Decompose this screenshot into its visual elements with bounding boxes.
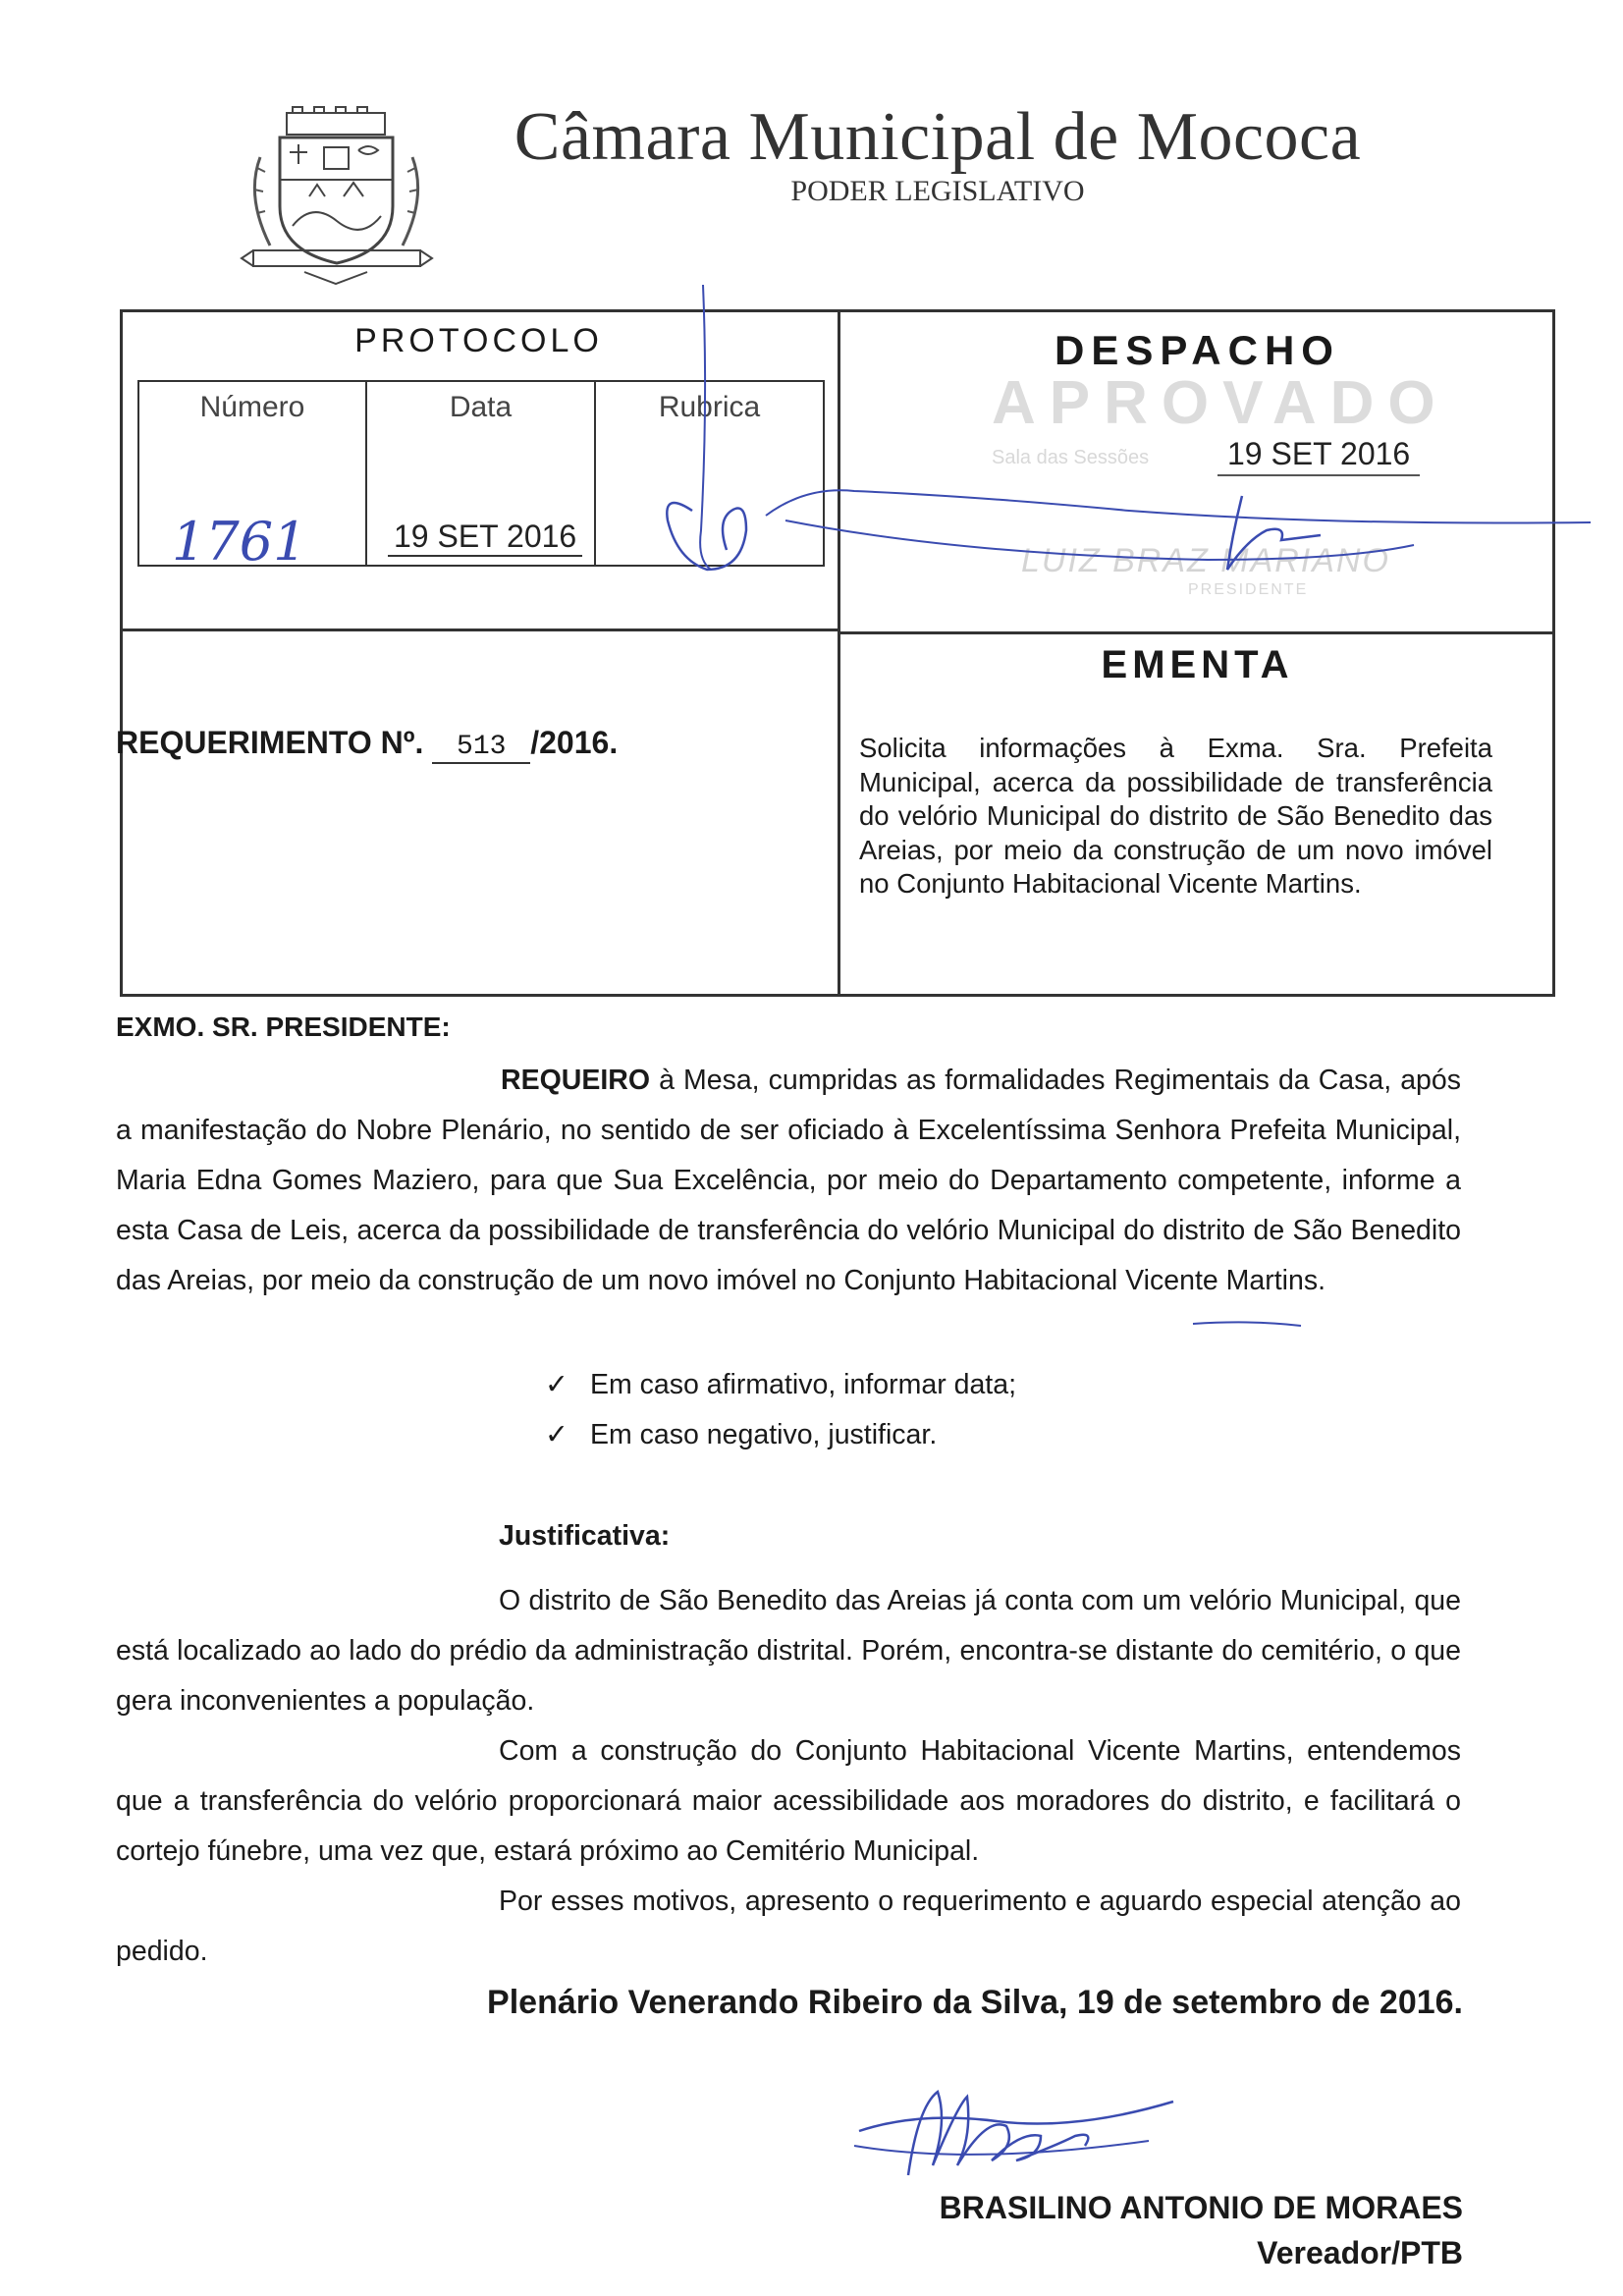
signer-block (687, 2185, 1463, 2275)
justificativa-paragraph: Com a construção do Conjunto Habitacional Vicente Martins, entendemos que a transferência do velório proporcionará maior acessibilidade aos moradores do distrito, e facilitará o cortejo fúnebre, uma vez que, estará próximo ao Cemitério Municipal. (116, 1735, 1461, 1867)
frame-divider-right (838, 631, 1555, 634)
salutation: EXMO. SR. PRESIDENTE: (116, 1011, 451, 1042)
requerimento-number: 513 (432, 732, 530, 764)
protocolo-header-rubrica: Rubrica (658, 391, 761, 423)
approval-stamp-name: LUIZ BRAZ MARIANO (1021, 542, 1390, 579)
bullet-item: ✓ Em caso negativo, justificar. (545, 1410, 1016, 1460)
approval-stamp-place: Sala das Sessões (992, 447, 1150, 468)
approval-stamp-role: PRESIDENTE (1188, 581, 1309, 598)
protocolo-data-stamp: 19 SET 2016 (388, 519, 582, 557)
protocolo-header-numero: Número (199, 391, 305, 423)
approval-stamp-date: 19 SET 2016 (1217, 436, 1420, 476)
justificativa-title: Justificativa: (499, 1520, 671, 1552)
protocolo-title: PROTOCOLO (354, 322, 603, 359)
signer-name: BRASILINO ANTONIO DE MORAES (939, 2190, 1463, 2225)
bullet-item: ✓ Em caso afirmativo, informar data; (545, 1360, 1016, 1410)
requerimento-heading (116, 725, 618, 764)
justificativa-paragraph: O distrito de São Benedito das Areias já conta com um velório Municipal, que está localizado ao lado do prédio da administração distrital. Porém, encontra-se distante do cemitério, o que gera inconvenientes a população. (116, 1585, 1461, 1717)
approval-stamp-status: APROVADO (992, 369, 1449, 437)
frame-divider-left (120, 629, 839, 631)
ementa-text: Solicita informações à Exma. Sra. Prefeita Municipal, acerca da possibilidade de transferência do velório Municipal do distrito de São Benedito das Areias, por meio da construção de um novo imóvel no Conjunto Habitacional Vicente Martins. (859, 733, 1492, 899)
protocolo-numero-handwritten: 1761 (172, 511, 307, 573)
justificativa-paragraph: Por esses motivos, apresento o requerimento e aguardo especial atenção ao pedido. (116, 1886, 1461, 1967)
institution-name: Câmara Municipal de Mococa (514, 99, 1362, 175)
institution-subtitle: PODER LEGISLATIVO (790, 175, 1085, 207)
place-and-date: Plenário Venerando Ribeiro da Silva, 19 de setembro de 2016. (487, 1984, 1463, 2021)
request-lead: REQUEIRO (501, 1065, 651, 1096)
request-text: à Mesa, cumpridas as formalidades Regimentais da Casa, após a manifestação do Nobre Plenário, no sentido de ser oficiado à Excelentíssima Senhora Prefeita Municipal, Maria Edna Gomes Maziero, para que Sua Excelência, por meio do Departamento competente, informe a esta Casa de Leis, acerca da possibilidade de transferência do velório Municipal do distrito de São Benedito das Areias, por meio da construção de um novo imóvel no Conjunto Habitacional Vicente Martins. (116, 1065, 1461, 1296)
despacho-title: DESPACHO (1055, 327, 1340, 373)
signer-role: Vereador/PTB (1257, 2235, 1463, 2270)
requerimento-year: /2016. (530, 725, 619, 760)
request-paragraph (116, 1056, 1461, 1306)
protocolo-header-data: Data (449, 391, 513, 423)
ementa-title: EMENTA (1101, 643, 1294, 686)
request-bullets (545, 1360, 1016, 1460)
requerimento-label: REQUERIMENTO Nº. (116, 725, 424, 760)
handwritten-signature (839, 2077, 1193, 2195)
